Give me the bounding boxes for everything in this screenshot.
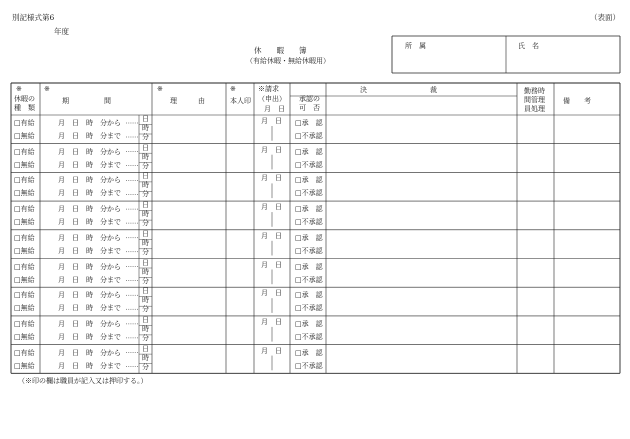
period-minute-unit: 分: [142, 333, 149, 342]
period-hour-unit: 時: [142, 124, 149, 132]
leave-type-unpaid-checkbox[interactable]: □無給: [14, 275, 35, 284]
period-to-text: 月 日 時 分まで: [58, 132, 121, 140]
leave-type-unpaid-checkbox[interactable]: □無給: [14, 132, 35, 140]
leave-type-header-line2: 種 類: [14, 104, 35, 112]
leave-type-paid-checkbox[interactable]: □有給: [14, 291, 35, 300]
period-minute-unit: 分: [142, 305, 149, 314]
leave-type-unpaid-checkbox[interactable]: □無給: [14, 218, 35, 227]
leave-type-paid-checkbox[interactable]: □有給: [14, 176, 35, 185]
period-day-unit: 日: [142, 201, 149, 210]
footnote: （※印の欄は職員が記入又は押印する。）: [18, 377, 148, 385]
leave-type-unpaid-checkbox[interactable]: □無給: [14, 332, 35, 341]
leave-type-unpaid-checkbox[interactable]: □無給: [14, 160, 35, 169]
attendance-header-line2: 間管理: [524, 96, 545, 104]
seal-mark: ※: [230, 85, 236, 93]
request-date-text: 月 日: [261, 289, 282, 298]
period-minute-unit: 分: [142, 276, 149, 285]
affiliation-label: 所 属: [405, 42, 426, 50]
period-from-text: 月 日 時 分から: [58, 233, 121, 242]
period-hour-unit: 時: [142, 267, 149, 276]
leave-type-paid-checkbox[interactable]: □有給: [14, 205, 35, 214]
approve-checkbox[interactable]: □承 認: [295, 147, 323, 156]
period-minute-unit: 分: [142, 362, 149, 371]
remarks-header: 備 考: [563, 97, 591, 105]
request-date-text: 月 日: [261, 203, 282, 212]
period-hour-unit: 時: [142, 296, 149, 305]
period-to-text: 月 日 時 分まで: [58, 246, 121, 255]
period-to-text: 月 日 時 分まで: [58, 361, 121, 370]
form-number: 別記様式第6: [12, 13, 55, 22]
period-from-text: 月 日 時 分から: [58, 147, 121, 156]
leave-type-paid-checkbox[interactable]: □有給: [14, 262, 35, 271]
period-from-text: 月 日 時 分から: [58, 119, 121, 127]
period-hour-unit: 時: [142, 210, 149, 219]
period-to-text: 月 日 時 分まで: [58, 275, 121, 284]
period-minute-unit: 分: [142, 133, 149, 141]
request-date-text: 月 日: [261, 231, 282, 240]
attendance-header-line1: 勤務時: [524, 87, 545, 95]
request-header-line3: 月 日: [264, 105, 285, 113]
attendance-header-line3: 員処理: [524, 105, 545, 113]
disapprove-checkbox[interactable]: □不承認: [295, 246, 323, 255]
period-to-text: 月 日 時 分まで: [58, 189, 121, 198]
year-label: 年度: [54, 27, 69, 36]
request-date-text: 月 日: [261, 145, 282, 154]
approve-checkbox[interactable]: □承 認: [295, 205, 323, 214]
decision-header: 決 裁: [360, 86, 437, 94]
disapprove-checkbox[interactable]: □不承認: [295, 189, 323, 198]
approve-checkbox[interactable]: □承 認: [295, 262, 323, 271]
approve-checkbox[interactable]: □承 認: [295, 348, 323, 357]
period-hour-unit: 時: [142, 238, 149, 247]
period-minute-unit: 分: [142, 247, 149, 256]
period-from-text: 月 日 時 分から: [58, 348, 121, 357]
disapprove-checkbox[interactable]: □不承認: [295, 218, 323, 227]
disapprove-checkbox[interactable]: □不承認: [295, 361, 323, 370]
approve-checkbox[interactable]: □承 認: [295, 176, 323, 185]
period-to-text: 月 日 時 分まで: [58, 332, 121, 341]
leave-type-mark: ※: [16, 85, 22, 93]
period-minute-unit: 分: [142, 190, 149, 199]
request-header-line2: （申出）: [258, 95, 286, 103]
leave-type-paid-checkbox[interactable]: □有給: [14, 119, 35, 127]
period-from-text: 月 日 時 分から: [58, 176, 121, 185]
leave-type-paid-checkbox[interactable]: □有給: [14, 348, 35, 357]
leave-type-unpaid-checkbox[interactable]: □無給: [14, 361, 35, 370]
period-day-unit: 日: [142, 344, 149, 353]
period-minute-unit: 分: [142, 161, 149, 170]
request-date-text: 月 日: [261, 117, 282, 125]
period-to-text: 月 日 時 分まで: [58, 304, 121, 313]
period-from-text: 月 日 時 分から: [58, 291, 121, 300]
period-day-unit: 日: [142, 172, 149, 181]
period-hour-unit: 時: [142, 324, 149, 333]
request-date-text: 月 日: [261, 260, 282, 269]
approve-checkbox[interactable]: □承 認: [295, 291, 323, 300]
period-day-unit: 日: [142, 143, 149, 152]
seal-header: 本人印: [230, 97, 251, 105]
period-to-text: 月 日 時 分まで: [58, 160, 121, 169]
leave-type-header-line1: 休暇の: [14, 95, 35, 103]
period-from-text: 月 日 時 分から: [58, 262, 121, 271]
approval-header-line1: 承認の: [299, 95, 320, 103]
side-label: （表面）: [590, 13, 620, 22]
request-date-text: 月 日: [261, 346, 282, 355]
approve-checkbox[interactable]: □承 認: [295, 233, 323, 242]
leave-type-paid-checkbox[interactable]: □有給: [14, 233, 35, 242]
leave-type-unpaid-checkbox[interactable]: □無給: [14, 189, 35, 198]
disapprove-checkbox[interactable]: □不承認: [295, 332, 323, 341]
reason-mark: ※: [157, 85, 163, 93]
name-label: 氏 名: [518, 42, 539, 50]
approval-header-line2: 可 否: [299, 104, 320, 112]
period-day-unit: 日: [142, 115, 149, 123]
form-title: 休 暇 簿: [254, 46, 307, 55]
period-mark: ※: [44, 85, 50, 93]
disapprove-checkbox[interactable]: □不承認: [295, 275, 323, 284]
leave-type-paid-checkbox[interactable]: □有給: [14, 147, 35, 156]
disapprove-checkbox[interactable]: □不承認: [295, 160, 323, 169]
reason-header: 理 由: [170, 97, 205, 105]
approve-checkbox[interactable]: □承 認: [295, 119, 323, 127]
period-hour-unit: 時: [142, 181, 149, 190]
leave-type-unpaid-checkbox[interactable]: □無給: [14, 304, 35, 313]
period-day-unit: 日: [142, 287, 149, 296]
period-day-unit: 日: [142, 258, 149, 267]
period-day-unit: 日: [142, 315, 149, 324]
period-minute-unit: 分: [142, 219, 149, 228]
period-day-unit: 日: [142, 229, 149, 238]
disapprove-checkbox[interactable]: □不承認: [295, 132, 323, 140]
leave-type-unpaid-checkbox[interactable]: □無給: [14, 246, 35, 255]
period-from-text: 月 日 時 分から: [58, 205, 121, 214]
period-from-text: 月 日 時 分から: [58, 319, 121, 328]
request-header-line1: ※請求: [258, 85, 279, 93]
approve-checkbox[interactable]: □承 認: [295, 319, 323, 328]
request-date-text: 月 日: [261, 317, 282, 326]
request-date-text: 月 日: [261, 174, 282, 183]
period-hour-unit: 時: [142, 152, 149, 161]
form-subtitle: （有給休暇・無給休暇用）: [246, 57, 330, 65]
period-header: 期 間: [62, 97, 111, 105]
period-hour-unit: 時: [142, 353, 149, 362]
disapprove-checkbox[interactable]: □不承認: [295, 304, 323, 313]
leave-type-paid-checkbox[interactable]: □有給: [14, 319, 35, 328]
period-to-text: 月 日 時 分まで: [58, 218, 121, 227]
